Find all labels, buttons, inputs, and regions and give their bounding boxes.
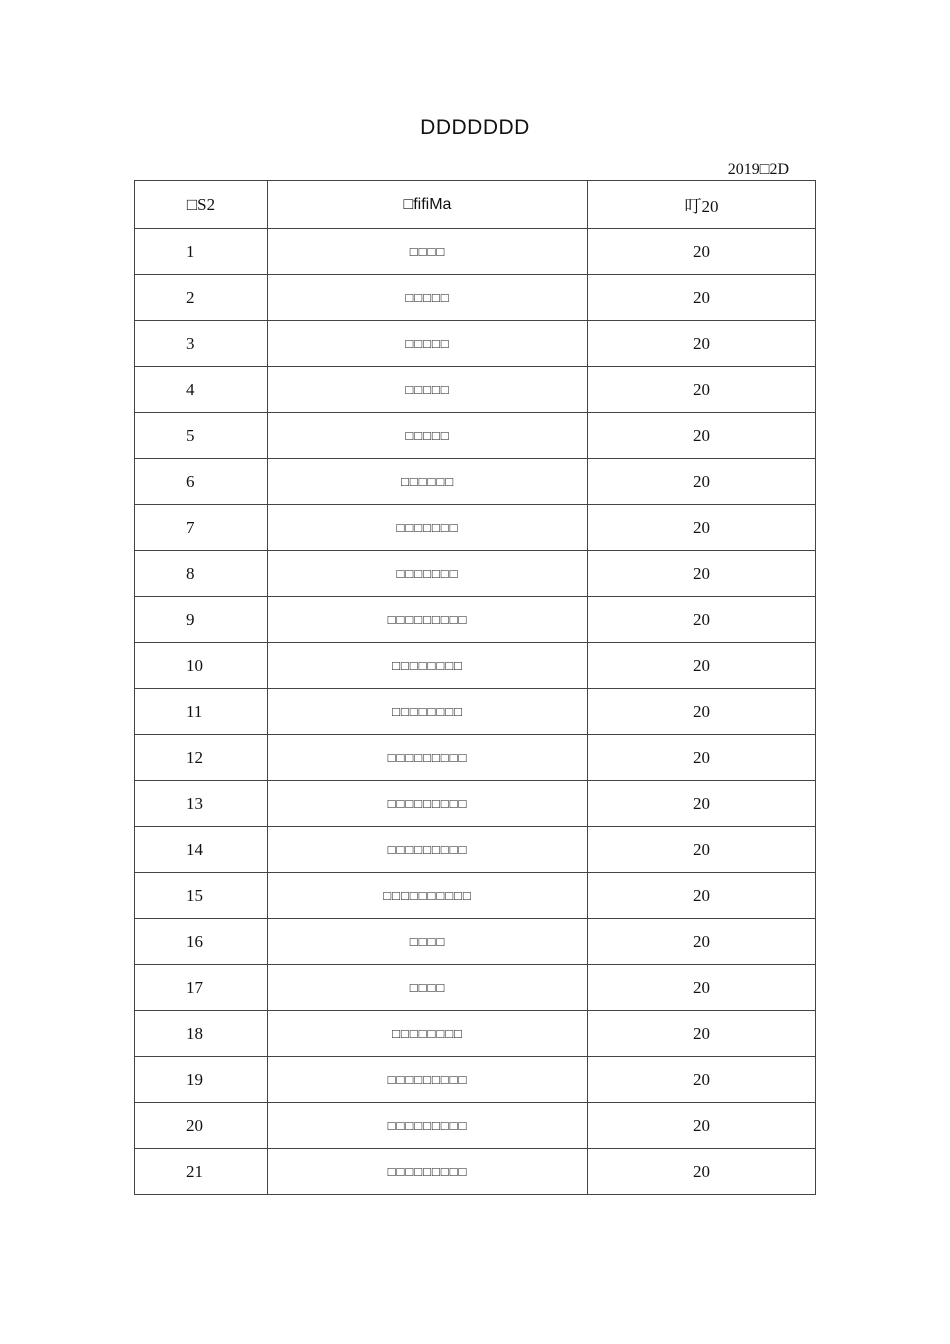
table-row [135, 275, 816, 321]
table-row [135, 827, 816, 873]
row-value: 20 [588, 413, 816, 459]
row-value: 20 [588, 643, 816, 689]
row-value: 20 [588, 1149, 816, 1195]
row-name: □□□□□□□□ [268, 1011, 588, 1057]
row-name: □□□□□□□□□ [268, 1103, 588, 1149]
table-row [135, 1149, 816, 1195]
header-number: □S2 [135, 181, 268, 229]
row-value: 20 [588, 1057, 816, 1103]
row-name: □□□□□□□□□ [268, 735, 588, 781]
row-number: 15 [135, 873, 268, 919]
row-number: 7 [135, 505, 268, 551]
header-value: 叮20 [588, 181, 816, 229]
row-value: 20 [588, 873, 816, 919]
table-row [135, 505, 816, 551]
row-name: □□□□□□□□ [268, 689, 588, 735]
row-number: 19 [135, 1057, 268, 1103]
row-value: 20 [588, 827, 816, 873]
row-number: 2 [135, 275, 268, 321]
table-row [135, 643, 816, 689]
row-name: □□□□□□□□□ [268, 781, 588, 827]
row-value: 20 [588, 735, 816, 781]
row-number: 17 [135, 965, 268, 1011]
row-number: 3 [135, 321, 268, 367]
row-number: 21 [135, 1149, 268, 1195]
table-row [135, 367, 816, 413]
row-value: 20 [588, 689, 816, 735]
row-name: □□□□ [268, 229, 588, 275]
table-row [135, 965, 816, 1011]
row-number: 4 [135, 367, 268, 413]
row-value: 20 [588, 275, 816, 321]
table-row [135, 1103, 816, 1149]
row-value: 20 [588, 1011, 816, 1057]
row-name: □□□□□ [268, 413, 588, 459]
row-name: □□□□□□□□ [268, 643, 588, 689]
row-value: 20 [588, 459, 816, 505]
row-name: □□□□ [268, 919, 588, 965]
row-value: 20 [588, 505, 816, 551]
row-number: 5 [135, 413, 268, 459]
table-row [135, 459, 816, 505]
table-row [135, 229, 816, 275]
row-number: 10 [135, 643, 268, 689]
table-row [135, 1057, 816, 1103]
row-number: 14 [135, 827, 268, 873]
row-number: 20 [135, 1103, 268, 1149]
table-body [135, 229, 816, 1195]
row-value: 20 [588, 367, 816, 413]
row-name: □□□□□ [268, 367, 588, 413]
row-value: 20 [588, 919, 816, 965]
document-date: 2019□2D [727, 161, 789, 178]
table-row [135, 551, 816, 597]
row-name: □□□□□ [268, 321, 588, 367]
row-name: □□□□□□□□□ [268, 827, 588, 873]
row-name: □□□□ [268, 965, 588, 1011]
table-row [135, 689, 816, 735]
table-row [135, 413, 816, 459]
header-name: □fifiMa [268, 181, 588, 229]
data-table [134, 180, 816, 1195]
table-row [135, 1011, 816, 1057]
table-header-row [135, 181, 816, 229]
row-number: 8 [135, 551, 268, 597]
table-row [135, 781, 816, 827]
row-number: 9 [135, 597, 268, 643]
row-name: □□□□□□□□□ [268, 597, 588, 643]
row-number: 13 [135, 781, 268, 827]
row-number: 18 [135, 1011, 268, 1057]
row-value: 20 [588, 321, 816, 367]
row-number: 6 [135, 459, 268, 505]
row-number: 12 [135, 735, 268, 781]
row-value: 20 [588, 1103, 816, 1149]
row-name: □□□□□□□□□□ [268, 873, 588, 919]
row-value: 20 [588, 551, 816, 597]
row-number: 1 [135, 229, 268, 275]
row-name: □□□□□□□□□ [268, 1149, 588, 1195]
row-name: □□□□□□□□□ [268, 1057, 588, 1103]
row-value: 20 [588, 229, 816, 275]
row-value: 20 [588, 781, 816, 827]
table-row [135, 597, 816, 643]
row-name: □□□□□□□ [268, 505, 588, 551]
document-title: DDDDDDD [420, 116, 530, 139]
row-name: □□□□□□□ [268, 551, 588, 597]
row-value: 20 [588, 965, 816, 1011]
row-name: □□□□□□ [268, 459, 588, 505]
table-row [135, 873, 816, 919]
table-row [135, 321, 816, 367]
table-row [135, 919, 816, 965]
row-name: □□□□□ [268, 275, 588, 321]
table-row [135, 735, 816, 781]
row-number: 11 [135, 689, 268, 735]
row-value: 20 [588, 597, 816, 643]
row-number: 16 [135, 919, 268, 965]
